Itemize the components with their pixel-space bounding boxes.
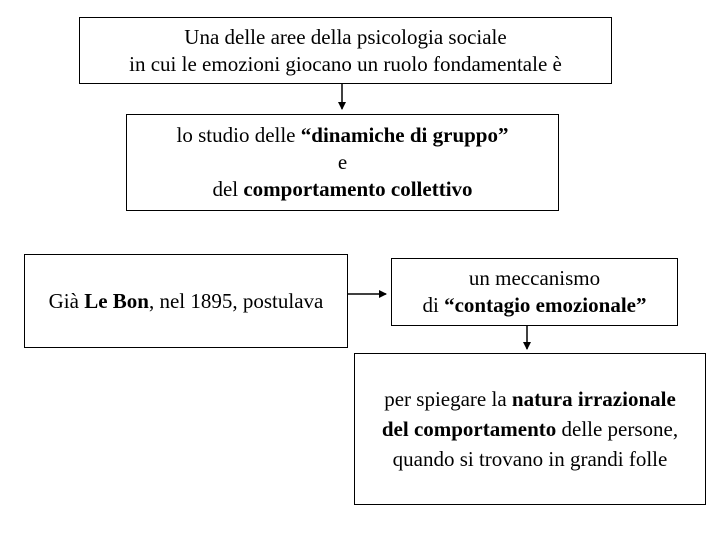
collective-behavior-term: comportamento collettivo [243,177,473,201]
study-box [126,114,559,211]
mechanism-line-1: un meccanismo [468,266,601,290]
explanation-line-1 [384,384,676,414]
study-line-1 [177,122,509,149]
behavior-term: del comportamento [381,417,557,441]
irrational-nature-term: natura irrazionale [511,387,676,411]
study-connector-e: e [337,150,348,174]
explanation-line-3: quando si trovano in grandi folle [392,447,668,471]
emotional-contagion-term: “contagio emozionale” [444,293,647,317]
mechanism-line-2 [423,292,647,319]
group-dynamics-term: “dinamiche di gruppo” [300,123,509,147]
explanation-line-1-text: per spiegare la [384,387,512,411]
le-bon-box [24,254,348,348]
study-line-3-text: del [212,177,244,201]
intro-box [79,17,612,84]
le-bon-name: Le Bon [84,288,149,313]
mechanism-box [391,258,678,326]
intro-line-2: in cui le emozioni giocano un ruolo fondamentale è [129,51,562,76]
explanation-line-2 [382,414,678,444]
le-bon-pre: Già [48,288,85,313]
explanation-line-2-text: delle persone, [556,417,679,441]
intro-line-1: Una delle aree della psicologia sociale [184,24,507,49]
explanation-box [354,353,706,505]
study-line-3 [212,176,472,203]
le-bon-post: , nel 1895, postulava [148,288,324,313]
study-line-1-text: lo studio delle [176,123,301,147]
le-bon-line [49,288,324,315]
mechanism-line-2-text: di [422,293,445,317]
